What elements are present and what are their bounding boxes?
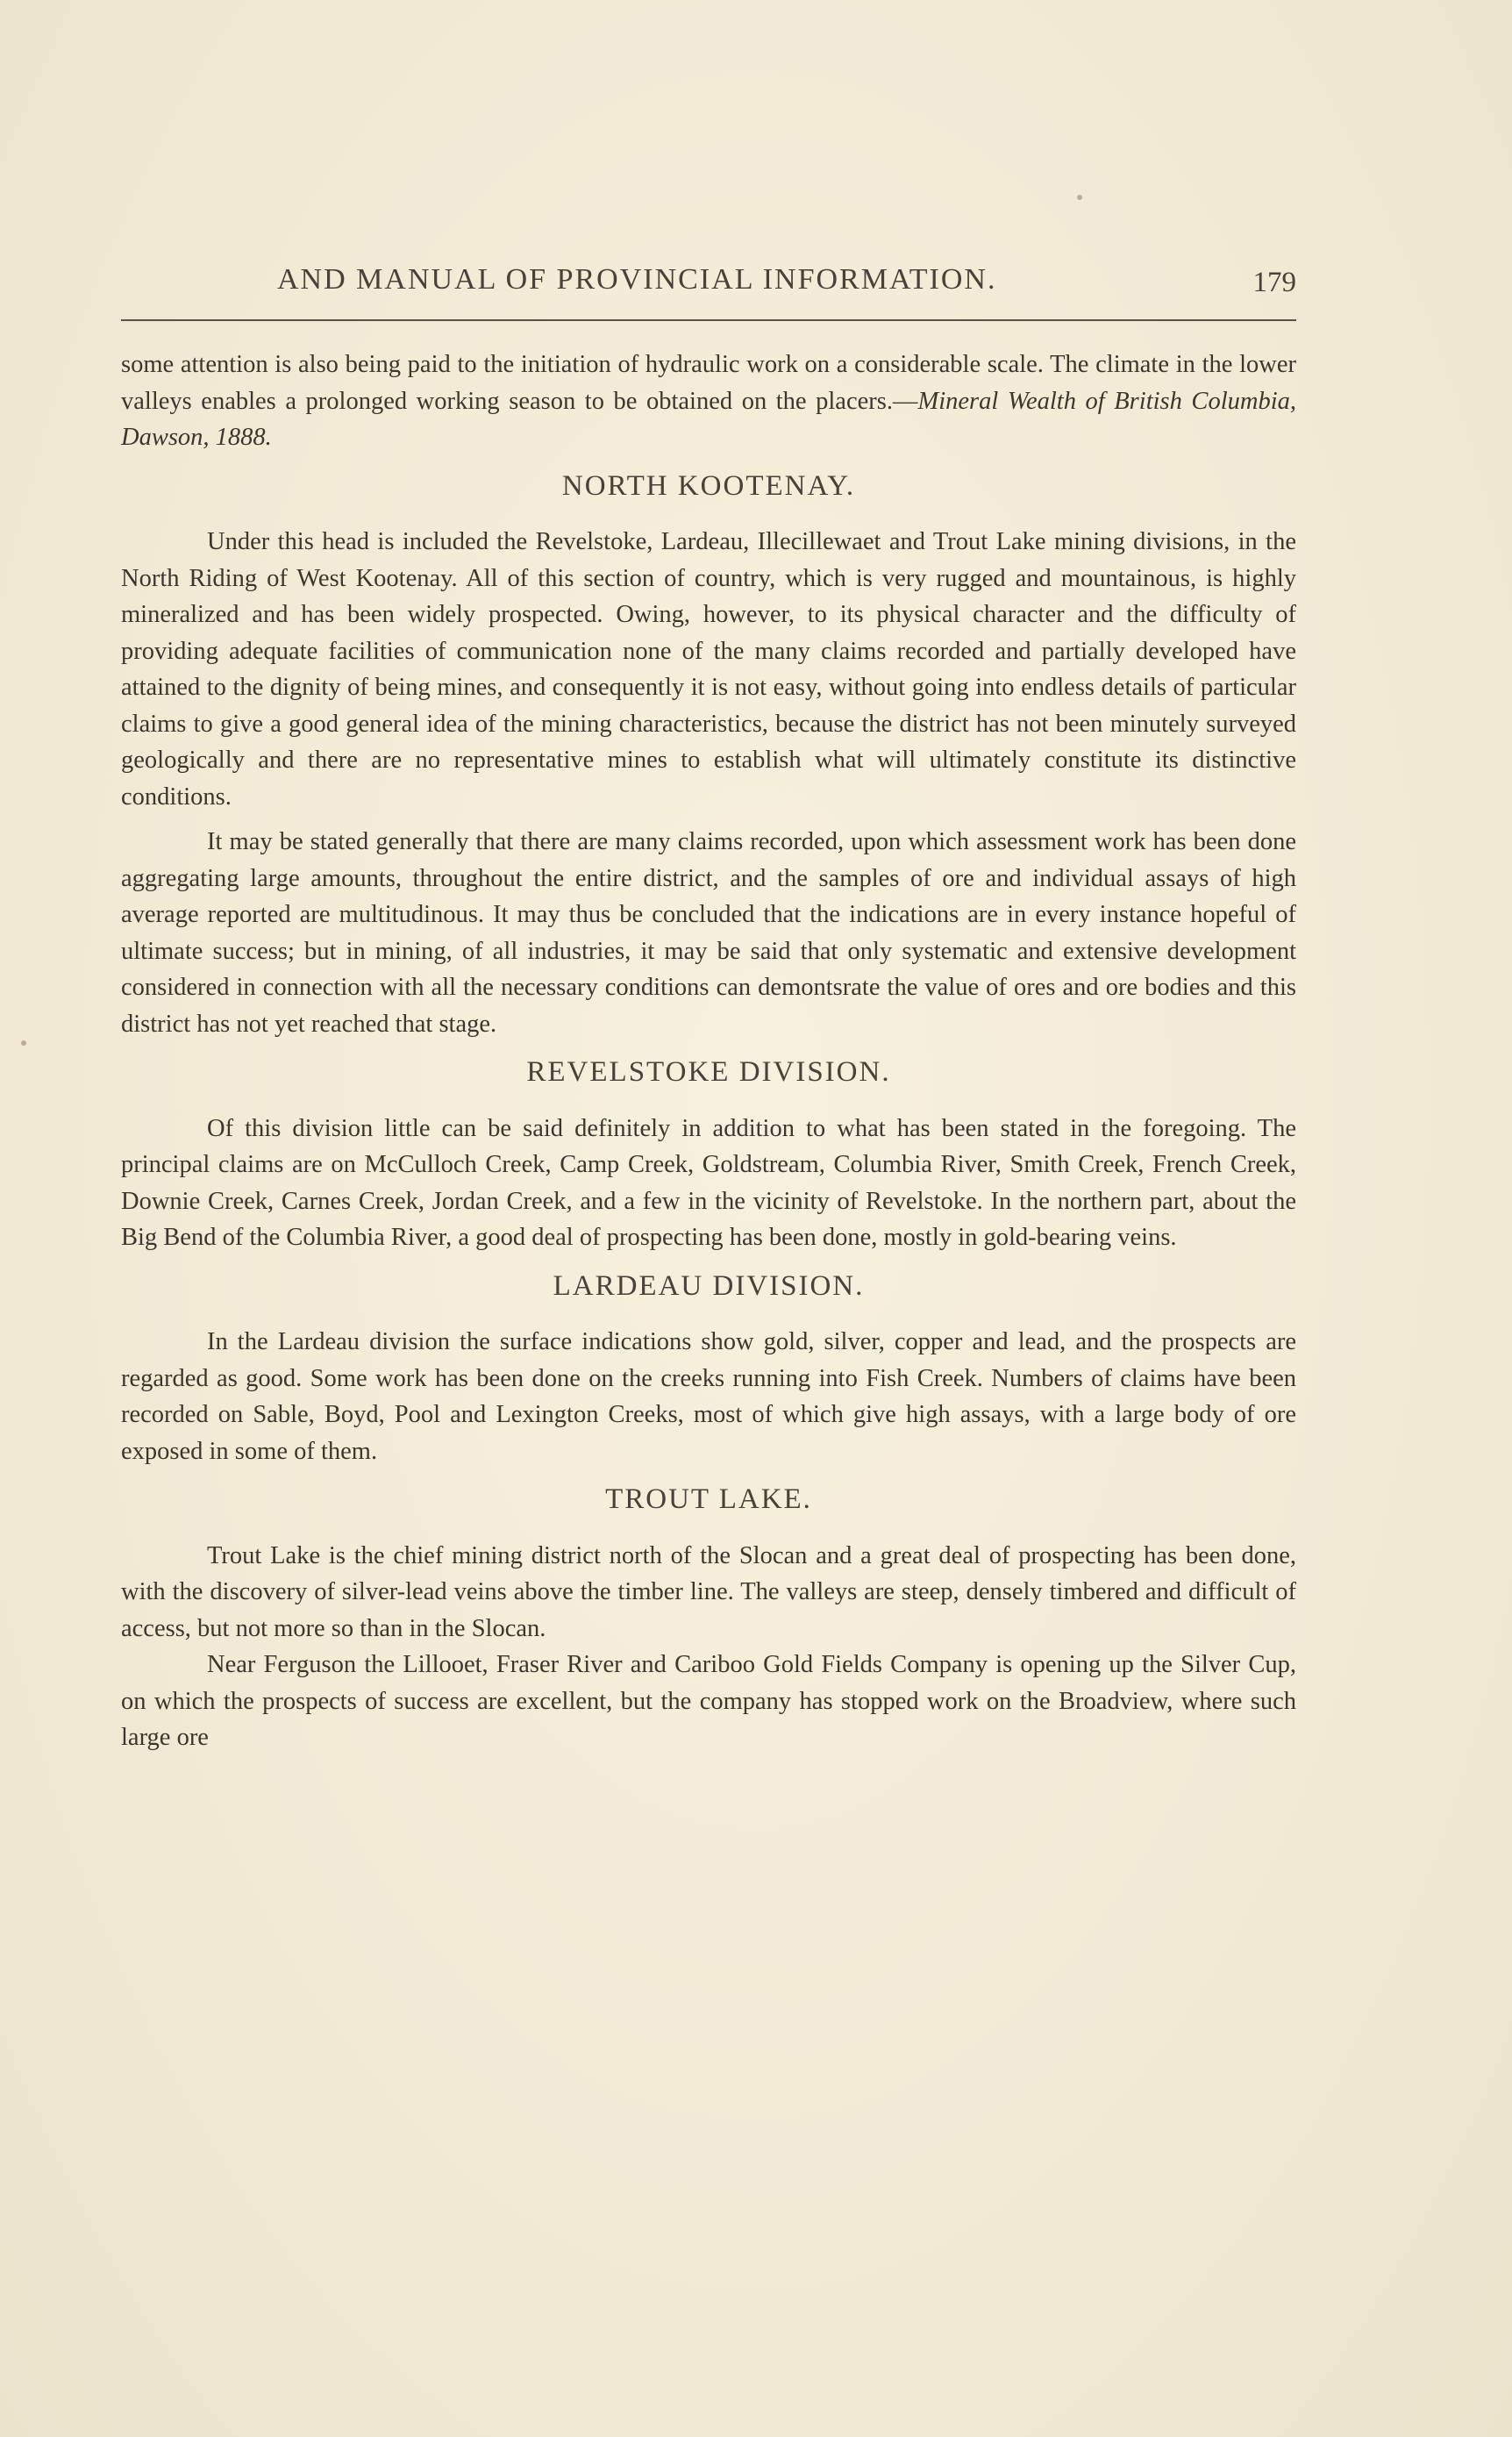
revelstoke-paragraph: Of this division little can be said definitely in addition to what has been stated in the foregoing. The principal claims are on McCulloch Creek, Camp Creek, Goldstream, Columbia River, Smith Creek, French Creek, Downie Creek, Carnes Creek, Jordan Creek, and a few in the vicinity of Revelstoke. In the northern part, about the Big Bend of the Columbia River, a good deal of prospecting has been done, mostly in gold-bearing veins. [121, 1114, 1296, 1251]
section-heading-lardeau: LARDEAU DIVISION. [553, 1269, 865, 1302]
intro-citation: Mineral Wealth of British Columbia, Dawson, 1888. [121, 387, 1296, 451]
paper-speck [21, 1040, 26, 1046]
paper-speck [1077, 195, 1082, 200]
running-header-title: AND MANUAL OF PROVINCIAL INFORMATION. [277, 263, 997, 296]
north-kootenay-paragraph-1: Under this head is included the Revelstoke, Lardeau, Illecillewaet and Trout Lake mining divisions, in the North Riding of West Kootenay. All of this section of country, which is very rugged and mountainous, is highly mineralized and has been widely prospected. Owing, however, to its physical character and the difficulty of providing adequate facilities of communication none of the many claims recorded and partially developed have attained to the dignity of being mines, and consequently it is not easy, without going into endless details of particular claims to give a good general idea of the mining characteristics, because the district has not been minutely surveyed geologically and there are no representative mines to establish what will ultimately constitute its distinctive conditions. [121, 528, 1296, 811]
running-header [121, 263, 1296, 312]
section-heading-revelstoke: REVELSTOKE DIVISION. [526, 1056, 891, 1088]
intro-text: some attention is also being paid to the initiation of hydraulic work on a considerable scale. The climate in the lower valleys enables a prolonged working season to be obtained on the placers.— [121, 351, 1296, 415]
section-heading-north-kootenay: NORTH KOOTENAY. [561, 469, 856, 502]
lardeau-paragraph: In the Lardeau division the surface indications show gold, silver, copper and lead, and the prospects are regarded as good. Some work has been done on the creeks running into Fish Creek. Numbers of claims have been recorded on Sable, Boyd, Pool and Lexington Creeks, most of which give high assays, with a large body of ore exposed in some of them. [121, 1328, 1296, 1465]
north-kootenay-paragraph-2: It may be stated generally that there are many claims recorded, upon which assessment work has been done aggregating large amounts, throughout the entire district, and the samples of ore and individual assays of high average reported are multitudinous. It may thus be concluded that the indications are in every instance hopeful of ultimate success; but in mining, of all industries, it may be said that only systematic and extensive development considered in connection with all the necessary conditions can demontsrate the value of ores and ore bodies and this district has not yet reached that stage. [121, 828, 1296, 1038]
trout-lake-paragraph-2: Near Ferguson the Lillooet, Fraser River and Cariboo Gold Fields Company is opening up the Silver Cup, on which the prospects of success are excellent, but the company has stopped work on the Broadview, where such large ore [121, 1651, 1296, 1751]
page-number: 179 [1252, 267, 1296, 298]
trout-lake-paragraph-1: Trout Lake is the chief mining district north of the Slocan and a great deal of prospecting has been done, with the discovery of silver-lead veins above the timber line. The valleys are steep, densely timbered and difficult of access, but not more so than in the Slocan. [121, 1541, 1296, 1642]
intro-paragraph [121, 347, 1296, 456]
header-rule [121, 319, 1296, 321]
section-heading-trout-lake: TROUT LAKE. [605, 1483, 812, 1515]
page-body [121, 347, 1296, 1756]
